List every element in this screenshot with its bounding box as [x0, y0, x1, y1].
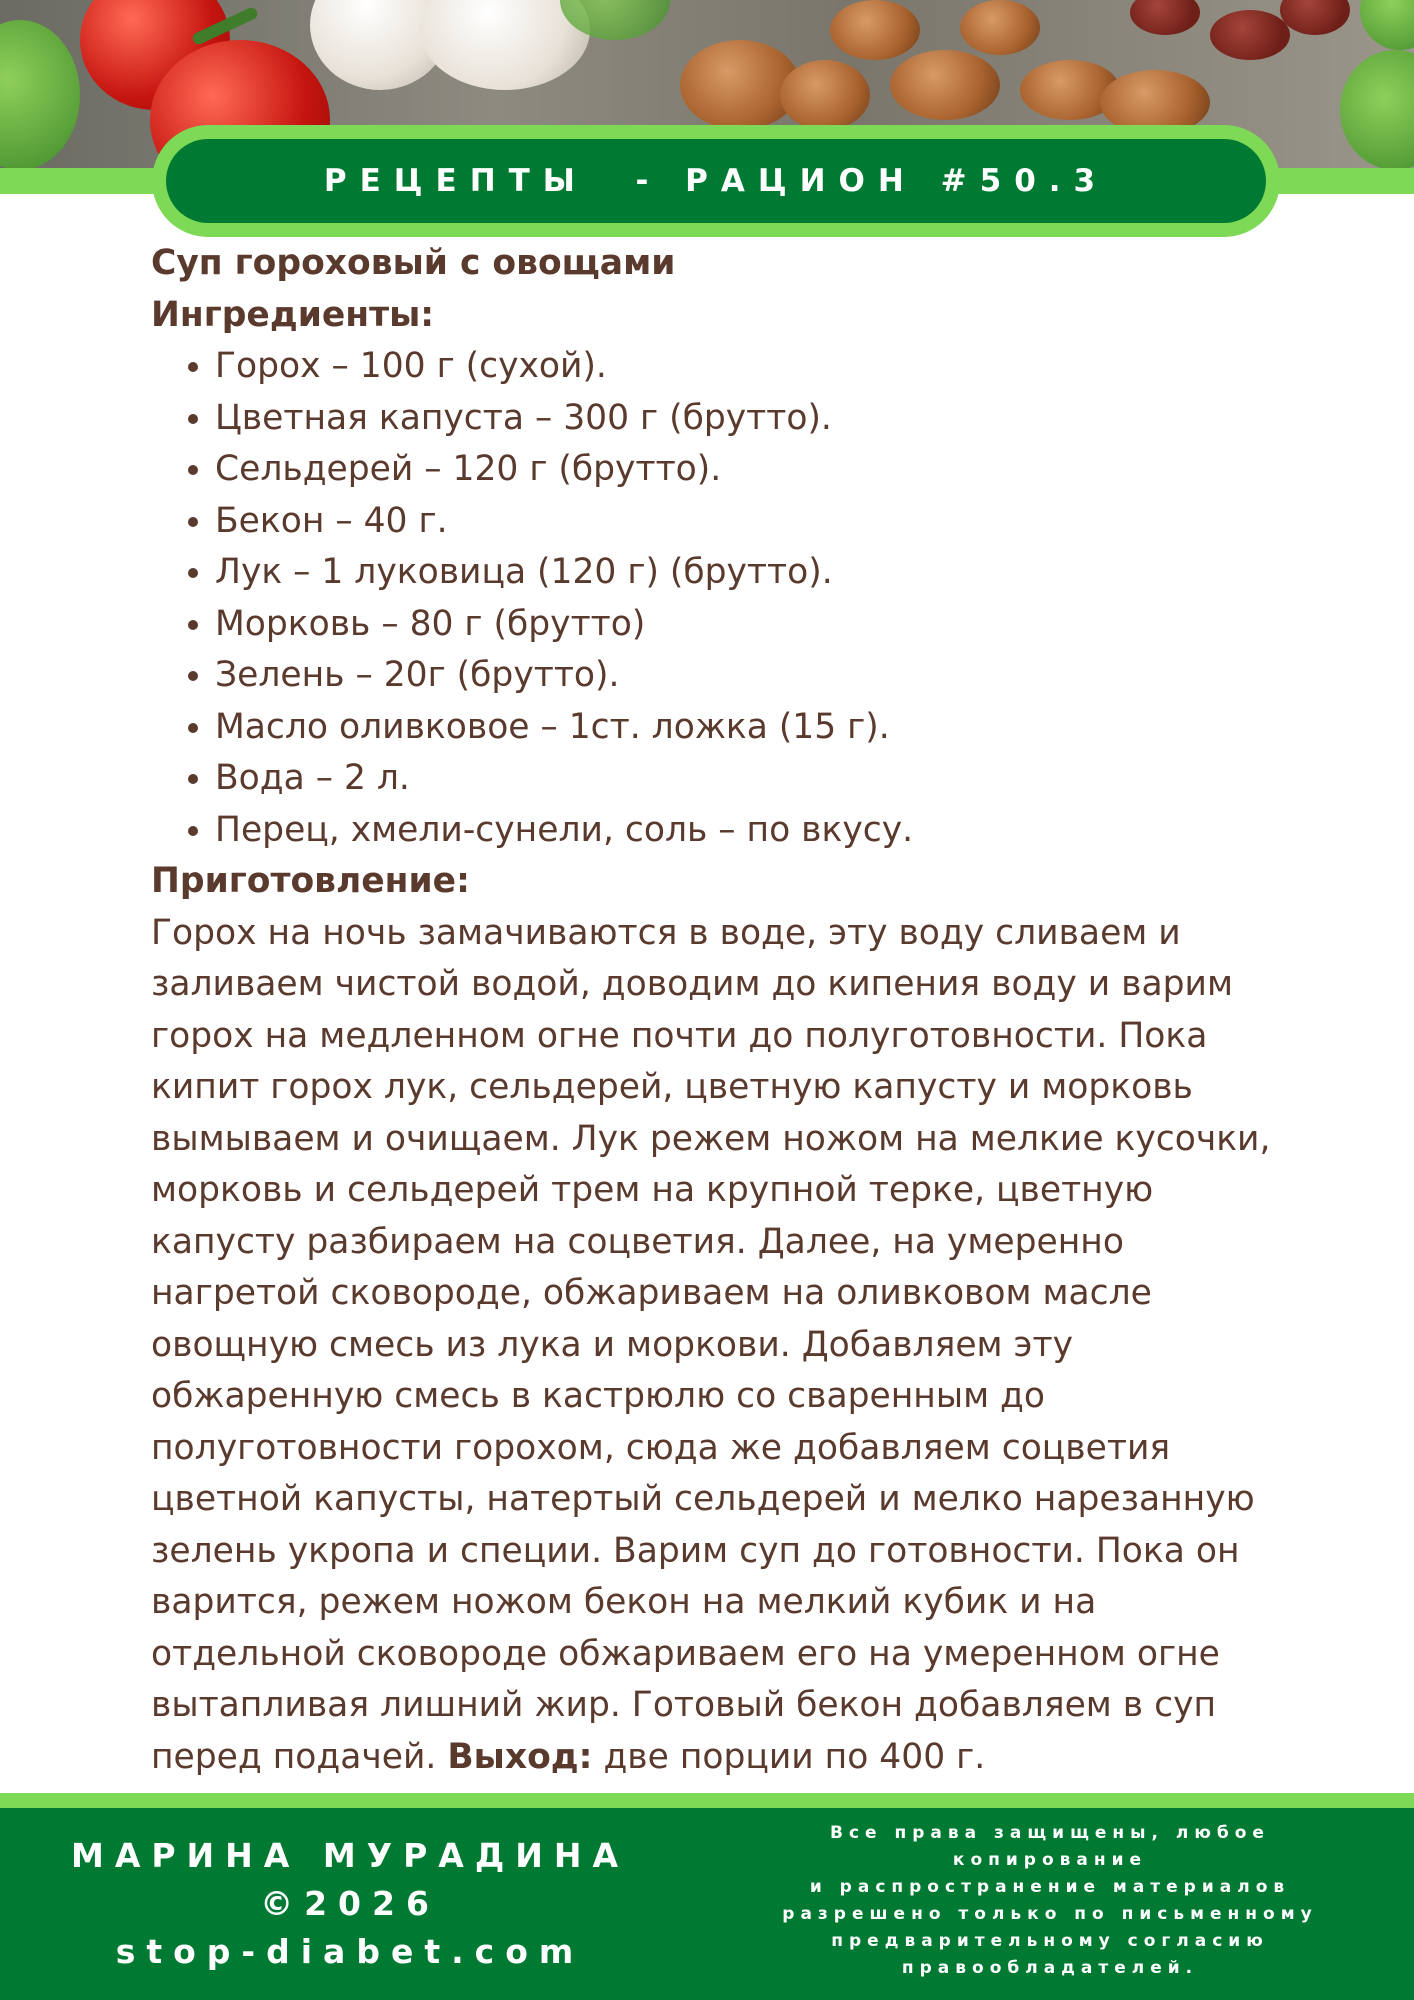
preparation-line: горох на медленном огне почти до полуготовности. Пока: [151, 1015, 1208, 1056]
rights-notice: [720, 1820, 1380, 1982]
preparation-heading: Приготовление:: [151, 861, 470, 901]
ingredients-list: [151, 341, 1281, 856]
preparation-line: цветной капусты, натертый сельдерей и мелко нарезанную: [151, 1479, 1255, 1519]
rights-line: правообладателей.: [901, 1958, 1199, 1978]
recipe-content: [151, 238, 1281, 1783]
preparation-line: отдельной сковороде обжариваем его на умеренном огне: [151, 1633, 1220, 1674]
preparation-line: кипит горох лук, сельдерей, цветную капусту и морковь: [151, 1067, 1193, 1107]
rights-line: предварительному согласию: [831, 1931, 1269, 1951]
preparation-line: Горох на ночь замачиваются в воде, эту воду сливаем и: [151, 912, 1181, 953]
list-item: • Зелень – 20г (брутто).: [215, 650, 1281, 702]
footer-author-block: [40, 1832, 660, 1976]
preparation-line: вымываем и очищаем. Лук режем ножом на мелкие кусочки,: [151, 1118, 1271, 1159]
list-item: • Морковь – 80 г (брутто): [215, 599, 1281, 651]
footer-green-line: [0, 1793, 1414, 1808]
author-name: МАРИНА МУРАДИНА: [70, 1836, 629, 1875]
ingredients-heading: Ингредиенты:: [151, 294, 435, 335]
rights-line: разрешено только по письменному: [782, 1904, 1318, 1924]
title-banner: [152, 125, 1280, 237]
footer: [0, 1808, 1414, 2000]
list-item: • Бекон – 40 г.: [215, 496, 1281, 548]
preparation-line: капусту разбираем на соцветия. Далее, на умеренно: [151, 1221, 1124, 1262]
page-title: РЕЦЕПТЫ - РАЦИОН #50.3: [166, 139, 1266, 223]
rights-line: Все права защищены, любое: [830, 1823, 1270, 1843]
preparation-line: полуготовности горохом, сюда же добавляем соцветия: [151, 1427, 1171, 1468]
list-item: • Горох – 100 г (сухой).: [215, 341, 1281, 393]
preparation-line: варится, режем ножом бекон на мелкий кубик и на: [151, 1582, 1097, 1622]
preparation-line: зелень укропа и специи. Варим суп до готовности. Пока он: [151, 1530, 1240, 1571]
list-item: • Лук – 1 луковица (120 г) (брутто).: [215, 547, 1281, 599]
rights-line: и распространение материалов: [809, 1877, 1291, 1897]
list-item: • Вода – 2 л.: [215, 753, 1281, 805]
preparation-line: морковь и сельдерей трем на крупной терке, цветную: [151, 1170, 1154, 1210]
preparation-line-end: перед подачей.: [151, 1736, 437, 1777]
rights-line: копирование: [952, 1850, 1148, 1870]
preparation-line: овощную смесь из лука и моркови. Добавляем эту: [151, 1324, 1073, 1365]
copyright: ©2026: [260, 1884, 440, 1923]
preparation-line: обжаренную смесь в кастрюлю со сваренным до: [151, 1376, 1046, 1416]
preparation-line: нагретой сковороде, обжариваем на оливковом масле: [151, 1273, 1152, 1313]
preparation-text: [151, 908, 1281, 1784]
yield-value: две порции по 400 г.: [603, 1736, 986, 1777]
list-item: • Цветная капуста – 300 г (брутто).: [215, 393, 1281, 445]
preparation-last-line: [151, 1732, 1281, 1784]
list-item: • Перец, хмели-сунели, соль – по вкусу.: [215, 805, 1281, 857]
preparation-line: вытапливая лишний жир. Готовый бекон добавляем в суп: [151, 1685, 1217, 1725]
yield-label: Выход:: [447, 1736, 593, 1777]
recipe-title: Суп гороховый с овощами: [151, 243, 676, 283]
list-item: • Масло оливковое – 1ст. ложка (15 г).: [215, 702, 1281, 754]
preparation-line: заливаем чистой водой, доводим до кипения воду и варим: [151, 964, 1233, 1004]
site-link[interactable]: stop-diabet.com: [115, 1932, 585, 1971]
list-item: • Сельдерей – 120 г (брутто).: [215, 444, 1281, 496]
